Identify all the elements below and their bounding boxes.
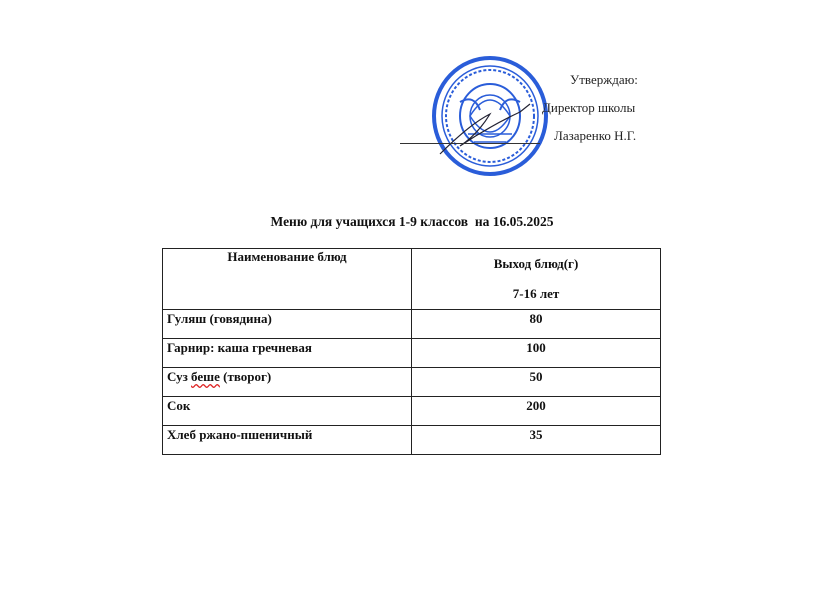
header-output	[412, 249, 661, 310]
dish-output: 200	[412, 397, 661, 426]
director-title: Директор школы	[542, 100, 636, 115]
official-seal-icon	[430, 54, 550, 178]
approval-block	[540, 66, 660, 150]
dish-name-part: Суз	[167, 369, 192, 384]
dish-name: Хлеб ржано-пшеничный	[163, 426, 412, 455]
approval-label: Утверждаю:	[570, 72, 638, 87]
header-dish-name: Наименование блюд	[163, 249, 412, 310]
dish-output: 35	[412, 426, 661, 455]
dish-name: Сок	[163, 397, 412, 426]
dish-name	[163, 368, 412, 397]
header-output-label: Выход блюд(г)	[493, 256, 579, 271]
signature-line	[400, 143, 540, 144]
table-row	[163, 339, 661, 368]
table-row	[163, 397, 661, 426]
spellcheck-word: беше	[191, 369, 220, 384]
table-row	[163, 368, 661, 397]
table-row	[163, 426, 661, 455]
table-header-row	[163, 249, 661, 310]
dish-output: 100	[412, 339, 661, 368]
header-age-range: 7-16 лет	[512, 286, 560, 301]
director-name: Лазаренко Н.Г.	[554, 128, 637, 143]
table-row	[163, 310, 661, 339]
dish-name: Гарнир: каша гречневая	[163, 339, 412, 368]
menu-table	[162, 248, 661, 455]
page-title: Меню для учащихся 1-9 классов на 16.05.2025	[270, 214, 554, 229]
dish-name-part: (творог)	[219, 369, 272, 384]
dish-name: Гуляш (говядина)	[163, 310, 412, 339]
dish-output: 80	[412, 310, 661, 339]
dish-output: 50	[412, 368, 661, 397]
